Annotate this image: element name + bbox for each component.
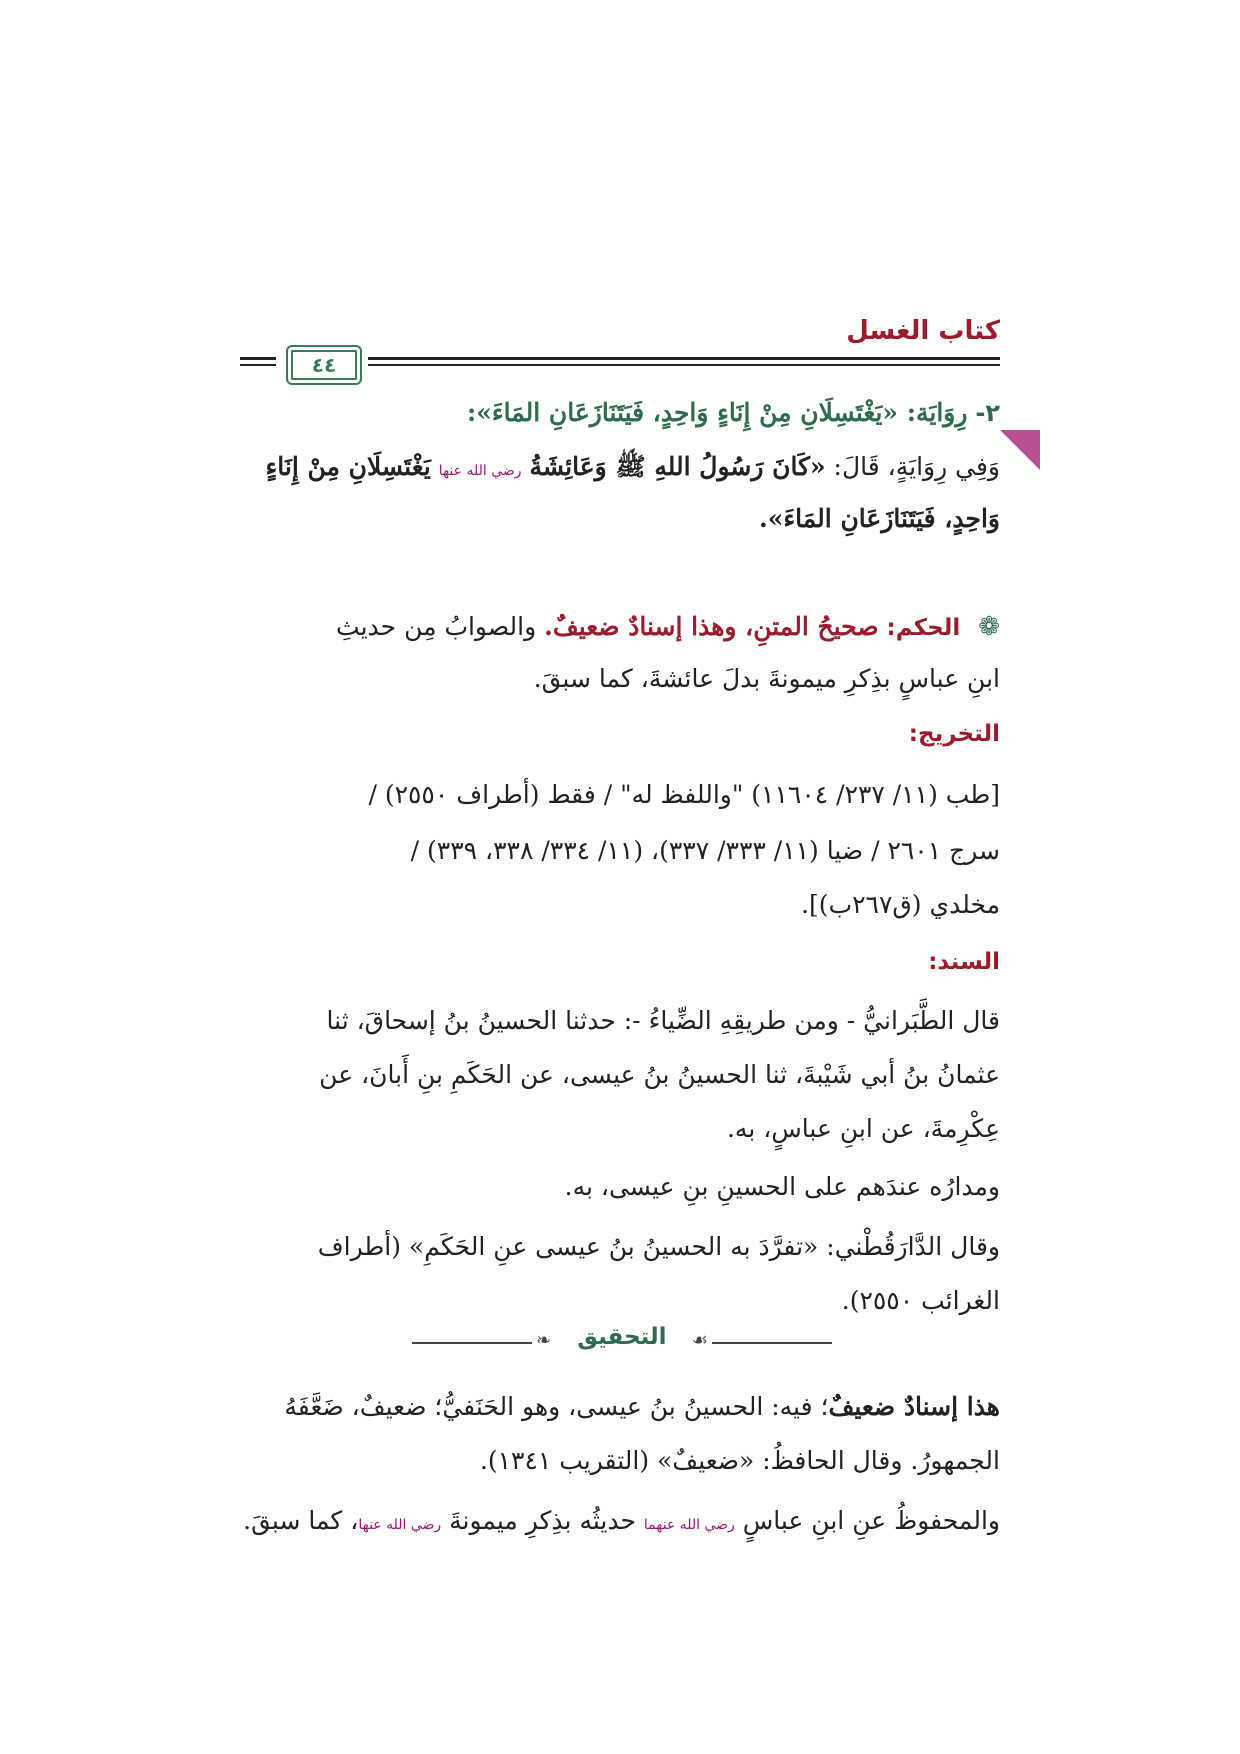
tahqiq-p2-b: حديثُه بذِكرِ ميمونةَ xyxy=(449,1506,636,1535)
sanad-label-row xyxy=(240,934,1000,989)
honorific-icon: رضي الله عنها xyxy=(438,463,522,479)
honorific-2-icon: رضي الله عنهما xyxy=(643,1517,735,1533)
tahqiq-p2-c: ، كما سبقَ. xyxy=(243,1506,359,1535)
entry-number: ٢- xyxy=(975,399,1000,427)
takhrij-line-2: سرج ٢٦٠١ / ضيا (١١/ ٣٣٣/ ٣٣٧)، (١١/ ٣٣٤/ ٣٣٨، ٣٣٩) / xyxy=(410,836,1000,865)
tahqiq-line-2: الجمهورُ. وقال الحافظُ: «ضعيفٌ» (التقريب ١٣٤١). xyxy=(479,1446,1000,1475)
hukm-label: الحكم: xyxy=(886,615,961,641)
sanad-p2: ومدارُه عندَهم على الحسينِ بنِ عيسى، به. xyxy=(564,1172,1000,1201)
tahqiq-p2-a: والمحفوظُ عنِ ابنِ عباسٍ xyxy=(742,1506,1000,1535)
tahqiq-line-1-rest: ؛ فيه: الحسينُ بنُ عيسى، وهو الحَنَفيُّ؛ ضعيفٌ، ضَعَّفَهُ xyxy=(284,1392,829,1421)
takhrij-label: التخريج: xyxy=(908,721,1000,747)
sanad-p1-line-2: عثمانُ بنُ أبي شَيْبةَ، ثنا الحسينُ بنُ عيسى، عن الحَكَمِ بنِ أَبانَ، عن xyxy=(319,1060,1000,1089)
ornament-left-icon: ❧ xyxy=(536,1330,552,1351)
tahqiq-line-1 xyxy=(240,1380,1000,1434)
honorific-3-icon: رضي الله عنها xyxy=(358,1517,442,1533)
tahqiq-lead: هذا إسنادٌ ضعيفٌ xyxy=(828,1392,1000,1421)
sanad-p3-line-1: وقال الدَّارَقُطْني: «تفرَّدَ به الحسينُ بنُ عيسى عنِ الحَكَمِ» (أطراف xyxy=(317,1232,1000,1261)
takhrij-line-1: [طب (١١/ ٢٣٧/ ١١٦٠٤) "واللفظ له" / فقط (أطراف ٢٥٥٠) / xyxy=(368,780,1000,809)
tahqiq-title: التحقيق xyxy=(577,1324,667,1350)
takhrij-label-row xyxy=(240,706,1000,761)
page-number: ٤٤ xyxy=(311,353,337,377)
riwaya-intro: وَفِي رِوَايَةٍ، قَالَ: xyxy=(825,452,1000,481)
book-title: كتاب الغسل xyxy=(846,316,1000,346)
entry-heading xyxy=(240,386,1000,440)
flower-bullet-icon: ❁ xyxy=(978,612,1000,642)
takhrij-line-3: مخلدي (ق٢٦٧ب)]. xyxy=(801,890,1000,919)
riwaya-line-2 xyxy=(240,492,1000,546)
hukm-line-2: ابنِ عباسٍ بذِكرِ ميمونةَ بدلَ عائشةَ، كما سبقَ. xyxy=(533,664,1000,693)
riwaya-quote-3: وَاحِدٍ، فَيَتَنَازَعَانِ المَاءَ». xyxy=(759,504,1000,533)
sanad-p3-line-2: الغرائب ٢٥٥٠). xyxy=(841,1286,1000,1315)
corner-ornament-icon xyxy=(1000,430,1040,470)
page-number-badge xyxy=(286,345,362,385)
sanad-p1-line-1: قال الطَّبَرانيُّ - ومن طريقِهِ الضِّياءُ -: حدثنا الحسينُ بنُ إسحاقَ، ثنا xyxy=(326,1006,1000,1035)
tahqiq-p2 xyxy=(240,1494,1000,1552)
tahqiq-divider xyxy=(412,1324,832,1358)
hukm-line-1 xyxy=(240,600,1000,655)
sanad-p1-line-3: عِكْرِمةَ، عن ابنِ عباسٍ، به. xyxy=(726,1114,1000,1143)
hukm-value: صحيحُ المتنِ، وهذا إسنادٌ ضعيفٌ. xyxy=(544,612,879,641)
entry-heading-text: رِوَايَة: «يَغْتَسِلَانِ مِنْ إِنَاءٍ وَاحِدٍ، فَيَتَنَازَعَانِ المَاءَ»: xyxy=(466,398,968,427)
ornament-right-icon: ☙ xyxy=(691,1330,708,1351)
sanad-label: السند: xyxy=(928,949,1000,975)
riwaya-line-1 xyxy=(240,440,1000,498)
riwaya-quote-1: «كَانَ رَسُولُ اللهِ ﷺ وَعَائِشَةُ xyxy=(529,452,826,481)
hukm-rest-1: والصوابُ مِن حديثِ xyxy=(336,612,537,641)
riwaya-quote-2: يَغْتَسِلَانِ مِنْ إِنَاءٍ xyxy=(265,452,431,481)
